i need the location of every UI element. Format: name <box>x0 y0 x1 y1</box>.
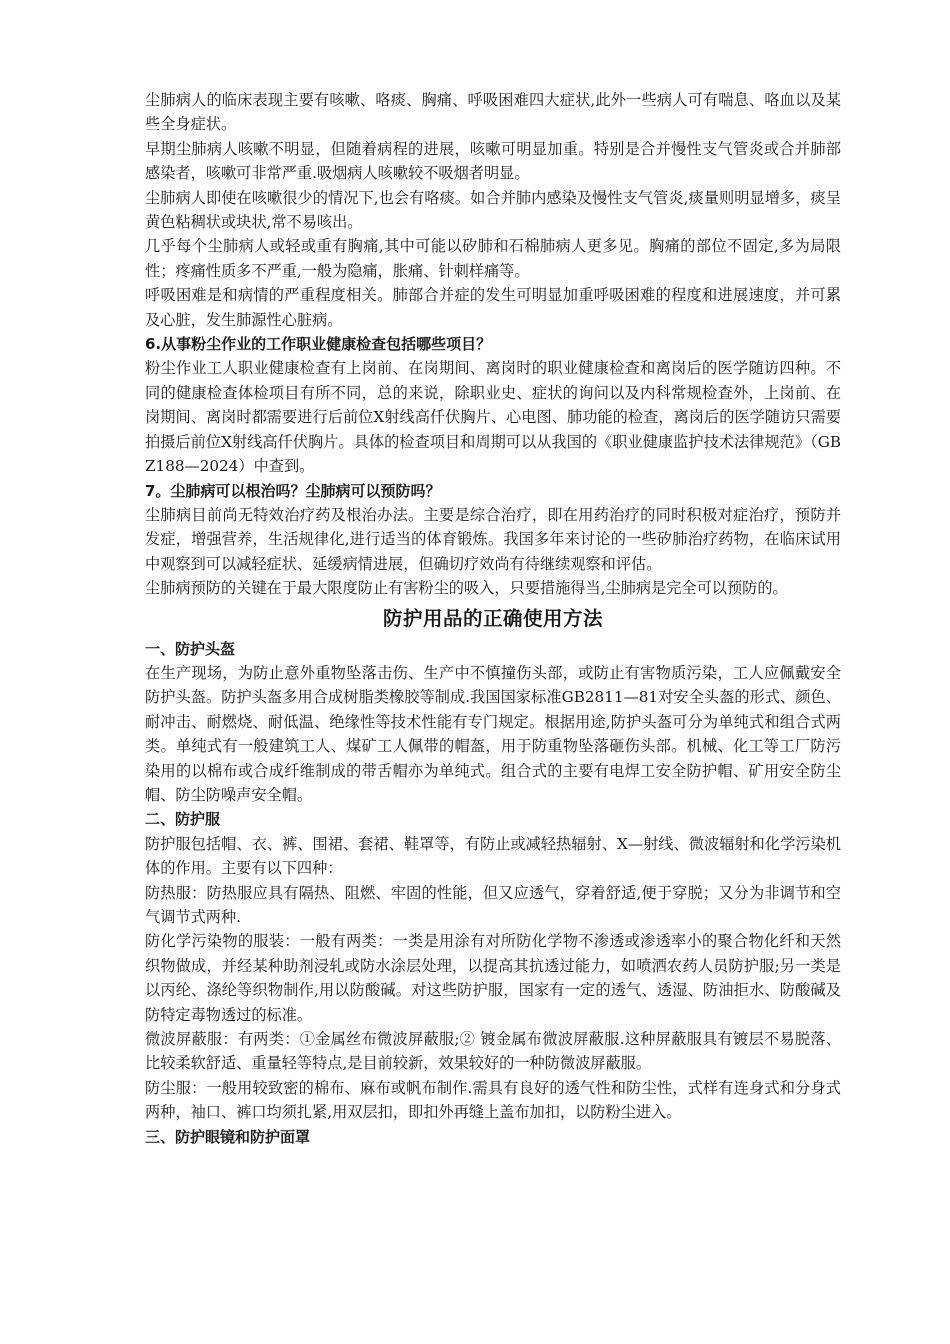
goggles-heading: 三、防护眼镜和防护面罩 <box>145 1127 311 1146</box>
dyspnea-paragraph: 呼吸困难是和病情的严重程度相关。肺部合并症的发生可明显加重呼吸困难的程度和进展速度，并可累及心脏，发生肺源性心脏病。 <box>145 286 841 329</box>
helmet-paragraph: 在生产现场，为防止意外重物坠落击伤、生产中不慎撞伤头部，或防止有害物质污染，工人应佩戴安全防护头盔。防护头盔多用合成树脂类橡胶等制成.我国国家标准GB2811—81对安全头盔的形式、颜色、耐冲击、耐燃烧、耐低温、绝缘性等技术性能有专门规定。根据用途,防护头盔可分为单纯式和组合式两类。单纯式有一般建筑工人、煤矿工人佩带的帽盔，用于防重物坠落砸伤头部。机械、化工等工厂防污染用的以棉布或合成纤维制成的带舌帽亦为单纯式。组合式的主要有电焊工安全防护帽、矿用安全防尘帽、防尘防噪声安全帽。 <box>145 663 841 804</box>
symptoms-overview-paragraph: 尘肺病人的临床表现主要有咳嗽、咯痰、胸痛、呼吸困难四大症状,此外一些病人可有喘息、咯血以及某些全身症状。 <box>145 91 841 134</box>
dust-clothing-paragraph: 防尘服：一般用较致密的棉布、麻布或帆布制作.需具有良好的透气性和防尘性，式样有连身式和分身式两种，袖口、裤口均须扎紧,用双层扣，即扣外再缝上盖布加扣，以防粉尘进入。 <box>145 1078 841 1122</box>
chemical-clothing-paragraph: 防化学污染物的服装：一般有两类：一类是用涂有对所防化学物不渗透或渗透率小的聚合物化纤和天然织物做成，并经某种助剂浸轧或防水涂层处理，以提高其抗透过能力，如喷洒农药人员防护服;另一类是以丙纶、涤纶等织物制作,用以防酸碱。对这些防护服，国家有一定的透气、透湿、防油拒水、防酸碱及防特定毒物透过的标准。 <box>145 932 841 1024</box>
treatment-paragraph: 尘肺病目前尚无特效治疗药及根治办法。主要是综合治疗，即在用药治疗的同时积极对症治疗，预防并发症，增强营养，生活规律化,进行适当的体育锻炼。我国多年来讨论的一些矽肺治疗药物，在临床试用中观察到可以减轻症状、延缓病情进展，但确切疗效尚有待继续观察和评估。 <box>145 505 841 573</box>
heat-clothing-paragraph: 防热服：防热服应具有隔热、阻燃、牢固的性能，但又应透气，穿着舒适,便于穿脱；又分为非调节和空气调节式两种. <box>145 883 841 926</box>
prevention-paragraph: 尘肺病预防的关键在于最大限度防止有害粉尘的吸入，只要措施得当,尘肺病是完全可以预防的。 <box>145 579 788 598</box>
question-7-heading: 7。尘肺病可以根治吗？尘肺病可以预防吗？ <box>145 481 441 500</box>
clothing-intro-paragraph: 防护服包括帽、衣、裤、围裙、套裙、鞋罩等，有防止或减轻热辐射、X—射线、微波辐射和化学污染机体的作用。主要有以下四种： <box>145 834 841 878</box>
ppe-section-title: 防护用品的正确使用方法 <box>382 606 603 630</box>
document-page <box>145 88 841 1149</box>
microwave-clothing-paragraph: 微波屏蔽服：有两类：①金属丝布微波屏蔽服;② 镀金属布微波屏蔽服.这种屏蔽服具有镀层不易脱落、比较柔软舒适、重量轻等特点,是目前较新，效果较好的一种防微波屏蔽服。 <box>145 1030 841 1073</box>
question-6-heading: 6.从事粉尘作业的工作职业健康检查包括哪些项目？ <box>145 335 492 354</box>
chest-pain-paragraph: 几乎每个尘肺病人或轻或重有胸痛,其中可能以矽肺和石棉肺病人更多见。胸痛的部位不固定,多为局限性；疼痛性质多不严重,一般为隐痛，胀痛、针刺样痛等。 <box>145 237 841 280</box>
health-check-paragraph: 粉尘作业工人职业健康检查有上岗前、在岗期间、离岗时的职业健康检查和离岗后的医学随访四种。不同的健康检查体检项目有所不同，总的来说，除职业史、症状的询问以及内科常规检查外，上岗前、在岗期间、离岗时都需要进行后前位X射线高仟伏胸片、心电图、肺功能的检查，离岗后的医学随访只需要拍摄后前位X射线高仟伏胸片。具体的检查项目和周期可以从我国的《职业健康监护技术法律规范》（GBZ188—2024）中查到。 <box>145 359 841 476</box>
sputum-paragraph: 尘肺病人即使在咳嗽很少的情况下,也会有咯痰。如合并肺内感染及慢性支气管炎,痰量则明显增多，痰呈黄色粘稠状或块状,常不易咳出。 <box>145 188 841 232</box>
cough-paragraph: 早期尘肺病人咳嗽不明显，但随着病程的进展，咳嗽可明显加重。特别是合并慢性支气管炎或合并肺部感染者，咳嗽可非常严重.吸烟病人咳嗽较不吸烟者明显。 <box>145 139 841 183</box>
clothing-heading: 二、防护服 <box>145 810 221 829</box>
helmet-heading: 一、防护头盔 <box>145 639 236 658</box>
